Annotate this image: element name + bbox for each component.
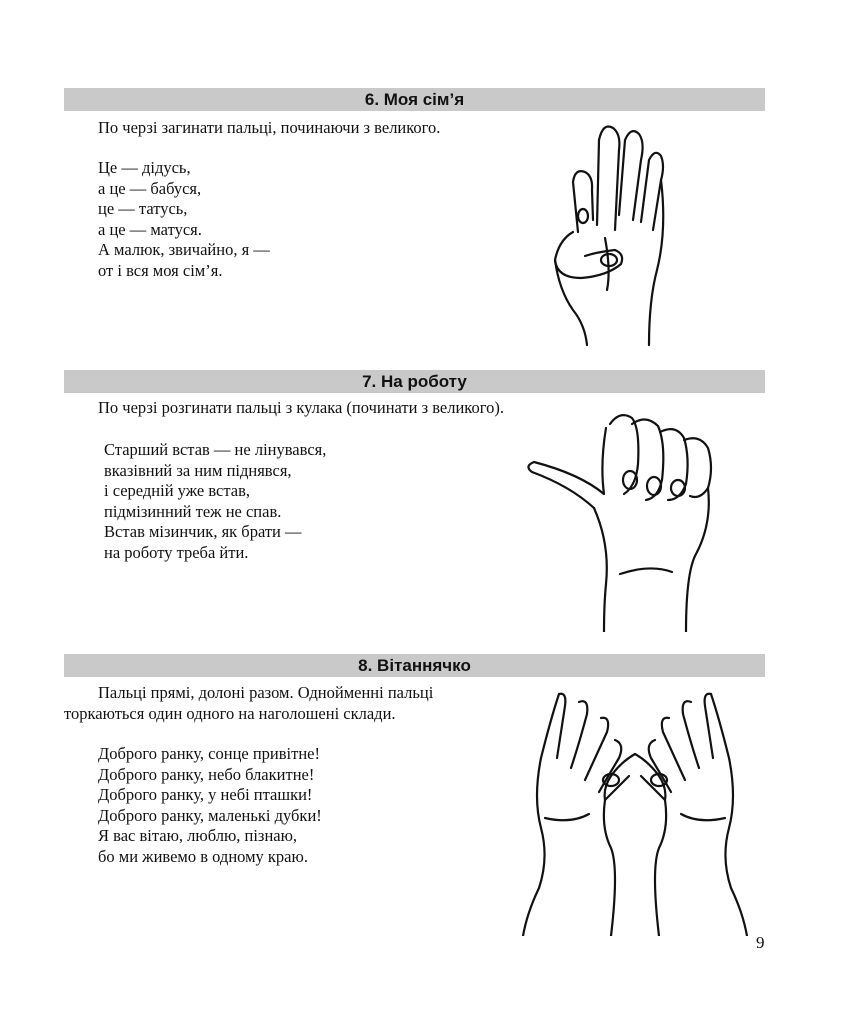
poem-line: бо ми живемо в одному краю. (98, 846, 308, 866)
poem-line: Доброго ранку, маленькі дубки! (98, 805, 322, 825)
two-hands-fingertips-touching-icon (515, 688, 755, 936)
poem-line: і середній уже встав, (104, 481, 251, 501)
section-7-instruction: По черзі розгинати пальці з кулака (починати з великого). (98, 398, 504, 417)
hand-unfolding-fist-icon (520, 404, 725, 632)
section-8-header (64, 654, 765, 677)
section-6-instruction: По черзі загинати пальці, починаючи з великого. (98, 118, 441, 137)
section-6-header (64, 88, 765, 111)
section-6-title: 6. Моя сім’я (364, 90, 465, 109)
poem-line: Встав мізинчик, як брати — (104, 522, 302, 542)
poem-line: а це — матуся. (98, 219, 202, 239)
poem-line: Старший встав — не лінувався, (104, 440, 327, 459)
poem-line: А малюк, звичайно, я — (98, 240, 270, 260)
instruction-line: торкаються один одного на наголошені склади. (64, 703, 396, 723)
poem-line: підмізинний теж не спав. (104, 501, 282, 521)
section-7-poem (104, 440, 326, 564)
poem-line: от і вся моя сім’я. (98, 260, 223, 280)
section-8-poem (98, 744, 322, 868)
instruction-line: Пальці прямі, долоні разом. Однойменні пальці (98, 683, 434, 702)
section-7-title: 7. На роботу (362, 372, 467, 391)
poem-line: вказівний за ним піднявся, (104, 460, 292, 480)
section-8-title: 8. Вітаннячко (358, 656, 471, 675)
section-7-header (64, 370, 765, 393)
poem-line: Це — дідусь, (98, 158, 191, 177)
poem-line: це — татусь, (98, 199, 188, 219)
section-6-poem (98, 158, 270, 282)
poem-line: Доброго ранку, у небі пташки! (98, 785, 313, 805)
poem-line: Я вас вітаю, люблю, пізнаю, (98, 826, 298, 846)
section-8-instruction (64, 683, 433, 724)
poem-line: Доброго ранку, сонце привітне! (98, 744, 320, 763)
poem-line: а це — бабуся, (98, 178, 202, 198)
page-number: 9 (756, 933, 765, 952)
poem-line: на роботу треба йти. (104, 542, 249, 562)
open-palm-hand-icon (545, 120, 675, 350)
poem-line: Доброго ранку, небо блакитне! (98, 764, 315, 784)
